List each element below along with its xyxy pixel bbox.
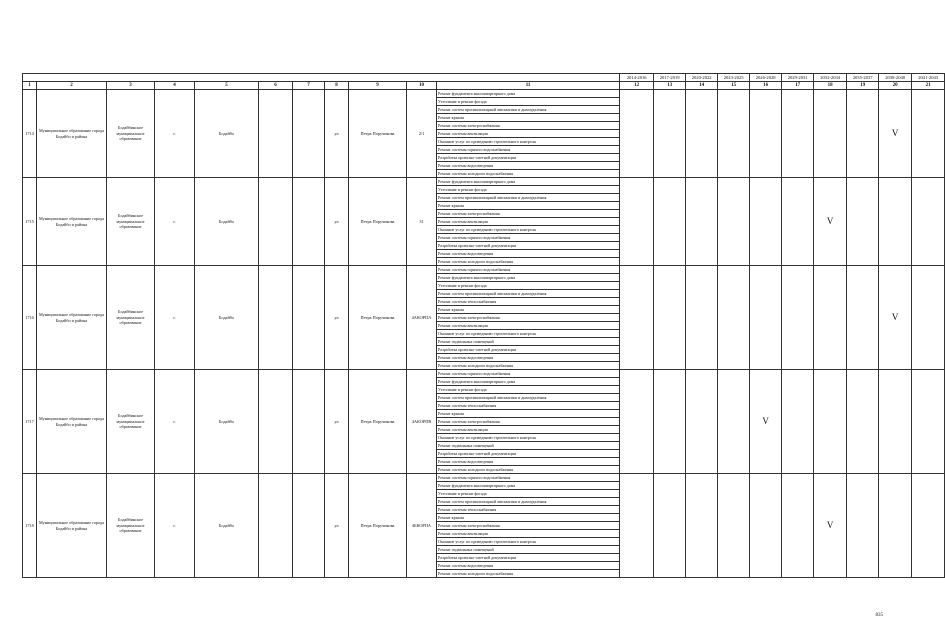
column-number-cell: 9 (349, 82, 407, 90)
period-header-cell: 2029-2031 (782, 74, 814, 82)
street-type-cell: ул (325, 474, 349, 578)
period-cell (847, 266, 879, 370)
period-header-cell: 2041-2043 (912, 74, 945, 82)
column-number-cell: 11 (437, 82, 620, 90)
work-item-cell: Утепление и ремонт фасада (437, 282, 620, 290)
period-cell (814, 266, 847, 370)
period-cell (782, 370, 814, 474)
work-item-cell: Ремонт подвальных помещений (437, 338, 620, 346)
period-header-cell: 2017-2019 (654, 74, 686, 82)
settlement-cell: Бодайбинское муниципальное образование (107, 474, 155, 578)
street-cell: Петра Поручикова (349, 266, 407, 370)
period-header-cell: 2038-2040 (879, 74, 912, 82)
period-cell (654, 474, 686, 578)
street-cell: Петра Поручикова (349, 474, 407, 578)
period-cell (782, 474, 814, 578)
column-number-cell: 20 (879, 82, 912, 90)
column-number-cell: 7 (293, 82, 325, 90)
period-cell (718, 370, 750, 474)
period-cell (620, 90, 654, 178)
work-item-cell: Ремонт системы холодного водоснабжения (437, 170, 620, 178)
house-record (23, 266, 945, 370)
municipality-cell: Муниципальное образование города Бодайбо и района (37, 266, 107, 370)
period-cell (620, 178, 654, 266)
period-header-cell: 2035-2037 (847, 74, 879, 82)
empty-cell (293, 178, 325, 266)
column-number-cell: 21 (912, 82, 945, 90)
work-item-cell: Ремонт системы горячего водоснабжения (437, 146, 620, 154)
work-item-cell: Ремонт системы водоотведения (437, 562, 620, 570)
period-cell (750, 90, 782, 178)
work-item-cell: Ремонт системы горячего водоснабжения (437, 266, 620, 274)
work-item-cell: Ремонт системы холодного водоснабжения (437, 362, 620, 370)
period-cell (912, 474, 945, 578)
work-item-cell: Разработка проектно-сметной документации (437, 554, 620, 562)
work-item-cell: Ремонт системы холодного водоснабжения (437, 258, 620, 266)
period-header-cell: 2026-2028 (750, 74, 782, 82)
period-mark-cell: V (814, 474, 847, 578)
period-header-cell: 2032-2034 (814, 74, 847, 82)
work-item-cell: Ремонт системы горячего водоснабжения (437, 370, 620, 378)
work-item-cell: Ремонт системы холодного водоснабжения (437, 570, 620, 578)
work-row (23, 90, 945, 98)
work-row (23, 474, 945, 482)
work-item-cell: Ремонт фундамента многоквартирного дома (437, 378, 620, 386)
period-cell (782, 178, 814, 266)
house-number-cell: 4АКОРПВ (407, 370, 437, 474)
period-mark-cell: V (879, 90, 912, 178)
work-item-cell: Ремонт фундамента многоквартирного дома (437, 178, 620, 186)
work-item-cell: Ремонт системы водоотведения (437, 354, 620, 362)
column-number-cell: 3 (107, 82, 155, 90)
work-item-cell: Ремонт системы вентиляции (437, 530, 620, 538)
settlement-cell: Бодайбинское муниципальное образование (107, 266, 155, 370)
period-cell (750, 474, 782, 578)
period-header-cell: 2020-2022 (686, 74, 718, 82)
period-cell (782, 266, 814, 370)
period-cell (654, 266, 686, 370)
work-item-cell: Ремонт крыши (437, 306, 620, 314)
period-header-row (23, 74, 945, 82)
work-item-cell: Ремонт системы электроснабжения (437, 210, 620, 218)
locality-type-cell: г. (155, 90, 195, 178)
work-item-cell: Ремонт крыши (437, 114, 620, 122)
period-cell (718, 178, 750, 266)
work-item-cell: Ремонт систем противопожарной автоматики и дымоудаления (437, 106, 620, 114)
empty-cell (259, 178, 293, 266)
street-type-cell: ул (325, 90, 349, 178)
period-cell (686, 178, 718, 266)
work-item-cell: Ремонт системы вентиляции (437, 130, 620, 138)
empty-cell (259, 90, 293, 178)
locality-type-cell: г. (155, 370, 195, 474)
work-row (23, 266, 945, 274)
municipality-cell: Муниципальное образование города Бодайбо и района (37, 178, 107, 266)
street-type-cell: ул (325, 266, 349, 370)
record-number-cell: 1718 (23, 474, 37, 578)
period-cell (912, 370, 945, 474)
period-cell (654, 178, 686, 266)
period-cell (912, 178, 945, 266)
period-cell (912, 266, 945, 370)
column-number-cell: 2 (37, 82, 107, 90)
locality-type-cell: г. (155, 266, 195, 370)
locality-type-cell: г. (155, 474, 195, 578)
work-item-cell: Ремонт фундамента многоквартирного дома (437, 274, 620, 282)
house-number-cell: 2/1 (407, 90, 437, 178)
work-item-cell: Ремонт системы водоотведения (437, 162, 620, 170)
column-number-cell: 10 (407, 82, 437, 90)
work-item-cell: Ремонт систем противопожарной автоматики и дымоудаления (437, 194, 620, 202)
column-number-cell: 17 (782, 82, 814, 90)
period-cell (879, 370, 912, 474)
work-item-cell: Разработка проектно-сметной документации (437, 242, 620, 250)
work-item-cell: Ремонт систем противопожарной автоматики и дымоудаления (437, 394, 620, 402)
work-row (23, 178, 945, 186)
empty-cell (259, 474, 293, 578)
header-blank-cell (23, 74, 620, 82)
work-item-cell: Ремонт крыши (437, 202, 620, 210)
period-cell (912, 90, 945, 178)
column-number-cell: 16 (750, 82, 782, 90)
locality-cell: Бодайбо (195, 370, 259, 474)
work-item-cell: Разработка проектно-сметной документации (437, 154, 620, 162)
house-number-cell: 4БКОРПА (407, 474, 437, 578)
column-number-cell: 18 (814, 82, 847, 90)
period-cell (620, 474, 654, 578)
work-item-cell: Ремонт системы холодного водоснабжения (437, 466, 620, 474)
column-number-cell: 13 (654, 82, 686, 90)
work-item-cell: Утепление и ремонт фасада (437, 386, 620, 394)
work-item-cell: Разработка проектно-сметной документации (437, 450, 620, 458)
empty-cell (293, 370, 325, 474)
period-cell (620, 370, 654, 474)
record-number-cell: 1714 (23, 90, 37, 178)
work-item-cell: Ремонт системы электроснабжения (437, 522, 620, 530)
column-number-row (23, 82, 945, 90)
work-item-cell: Оказание услуг по проведению строительного контроля (437, 138, 620, 146)
municipality-cell: Муниципальное образование города Бодайбо и района (37, 474, 107, 578)
house-record (23, 370, 945, 474)
period-cell (847, 178, 879, 266)
street-type-cell: ул (325, 178, 349, 266)
work-item-cell: Оказание услуг по проведению строительного контроля (437, 538, 620, 546)
column-number-cell: 15 (718, 82, 750, 90)
column-number-cell: 1 (23, 82, 37, 90)
work-item-cell: Ремонт крыши (437, 514, 620, 522)
period-cell (620, 266, 654, 370)
work-item-cell: Ремонт системы вентиляции (437, 322, 620, 330)
empty-cell (293, 474, 325, 578)
work-item-cell: Ремонт системы горячего водоснабжения (437, 474, 620, 482)
record-number-cell: 1716 (23, 266, 37, 370)
work-item-cell: Ремонт системы водоотведения (437, 458, 620, 466)
work-item-cell: Оказание услуг по проведению строительного контроля (437, 226, 620, 234)
period-mark-cell: V (814, 178, 847, 266)
period-cell (750, 178, 782, 266)
period-cell (718, 266, 750, 370)
empty-cell (293, 90, 325, 178)
work-item-cell: Ремонт крыши (437, 410, 620, 418)
house-record (23, 474, 945, 578)
period-mark-cell: V (750, 370, 782, 474)
period-cell (654, 90, 686, 178)
work-item-cell: Ремонт подвальных помещений (437, 546, 620, 554)
locality-cell: Бодайбо (195, 90, 259, 178)
column-number-cell: 5 (195, 82, 259, 90)
street-cell: Петра Поручикова (349, 178, 407, 266)
work-row (23, 370, 945, 378)
period-cell (814, 370, 847, 474)
period-cell (718, 474, 750, 578)
period-cell (782, 90, 814, 178)
capital-repair-table (22, 73, 945, 578)
work-item-cell: Ремонт системы теплоснабжения (437, 298, 620, 306)
empty-cell (293, 266, 325, 370)
work-item-cell: Оказание услуг по проведению строительного контроля (437, 330, 620, 338)
street-cell: Петра Поручикова (349, 90, 407, 178)
house-number-cell: 31 (407, 178, 437, 266)
period-cell (718, 90, 750, 178)
work-item-cell: Ремонт системы электроснабжения (437, 418, 620, 426)
period-header-cell: 2014-2016 (620, 74, 654, 82)
locality-cell: Бодайбо (195, 178, 259, 266)
work-item-cell: Оказание услуг по проведению строительного контроля (437, 434, 620, 442)
work-item-cell: Ремонт системы теплоснабжения (437, 506, 620, 514)
capital-repair-table-sheet (22, 73, 939, 578)
work-item-cell: Ремонт систем противопожарной автоматики и дымоудаления (437, 498, 620, 506)
period-cell (686, 266, 718, 370)
period-cell (847, 90, 879, 178)
locality-cell: Бодайбо (195, 474, 259, 578)
work-item-cell: Ремонт системы горячего водоснабжения (437, 234, 620, 242)
period-cell (879, 474, 912, 578)
column-number-cell: 6 (259, 82, 293, 90)
record-number-cell: 1715 (23, 178, 37, 266)
settlement-cell: Бодайбинское муниципальное образование (107, 178, 155, 266)
column-number-cell: 8 (325, 82, 349, 90)
work-item-cell: Утепление и ремонт фасада (437, 186, 620, 194)
locality-cell: Бодайбо (195, 266, 259, 370)
settlement-cell: Бодайбинское муниципальное образование (107, 90, 155, 178)
street-type-cell: ул (325, 370, 349, 474)
house-record (23, 90, 945, 178)
work-item-cell: Ремонт системы электроснабжения (437, 314, 620, 322)
period-mark-cell: V (879, 266, 912, 370)
column-number-cell: 14 (686, 82, 718, 90)
work-item-cell: Ремонт подвальных помещений (437, 442, 620, 450)
municipality-cell: Муниципальное образование города Бодайбо и района (37, 90, 107, 178)
period-cell (654, 370, 686, 474)
column-number-cell: 4 (155, 82, 195, 90)
settlement-cell: Бодайбинское муниципальное образование (107, 370, 155, 474)
street-cell: Петра Поручикова (349, 370, 407, 474)
period-cell (847, 474, 879, 578)
empty-cell (259, 370, 293, 474)
column-number-cell: 12 (620, 82, 654, 90)
period-cell (686, 474, 718, 578)
work-item-cell: Ремонт системы водоотведения (437, 250, 620, 258)
record-number-cell: 1717 (23, 370, 37, 474)
period-cell (847, 370, 879, 474)
house-number-cell: 4АКОРПА (407, 266, 437, 370)
work-item-cell: Разработка проектно-сметной документации (437, 346, 620, 354)
work-item-cell: Ремонт систем противопожарной автоматики и дымоудаления (437, 290, 620, 298)
house-record (23, 178, 945, 266)
locality-type-cell: г. (155, 178, 195, 266)
work-item-cell: Ремонт фундамента многоквартирного дома (437, 90, 620, 98)
empty-cell (259, 266, 293, 370)
period-header-cell: 2023-2025 (718, 74, 750, 82)
work-item-cell: Ремонт системы вентиляции (437, 426, 620, 434)
column-number-cell: 19 (847, 82, 879, 90)
page-number: 835 (875, 613, 883, 618)
period-cell (686, 90, 718, 178)
municipality-cell: Муниципальное образование города Бодайбо и района (37, 370, 107, 474)
work-item-cell: Ремонт системы теплоснабжения (437, 402, 620, 410)
period-cell (879, 178, 912, 266)
work-item-cell: Ремонт системы вентиляции (437, 218, 620, 226)
period-cell (686, 370, 718, 474)
work-item-cell: Ремонт фундамента многоквартирного дома (437, 482, 620, 490)
work-item-cell: Ремонт системы электроснабжения (437, 122, 620, 130)
period-cell (750, 266, 782, 370)
work-item-cell: Утепление и ремонт фасада (437, 98, 620, 106)
work-item-cell: Утепление и ремонт фасада (437, 490, 620, 498)
period-cell (814, 90, 847, 178)
